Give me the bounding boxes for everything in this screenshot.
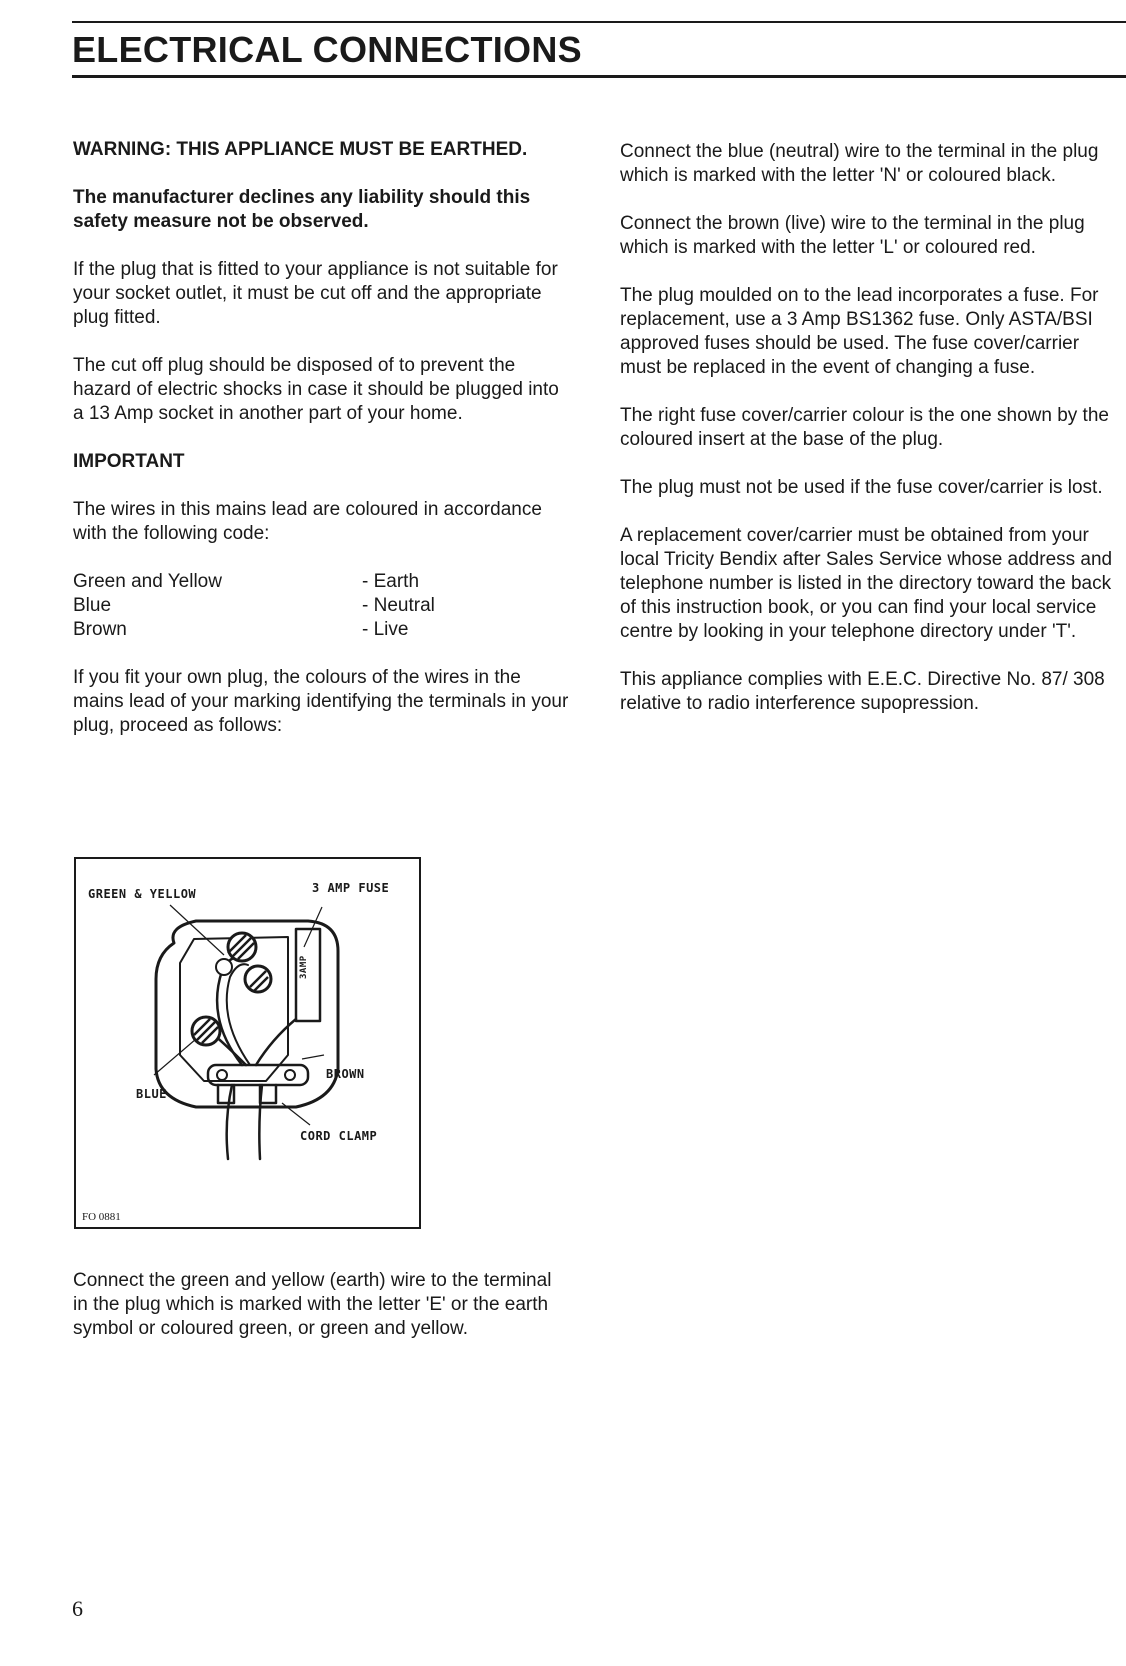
plug-wiring-diagram bbox=[74, 857, 421, 1229]
cut-off-plug-text: The cut off plug should be disposed of to prevent the hazard of electric shocks in case it should be plugged into a 13 Amp socket in another part of your home. bbox=[73, 355, 559, 424]
label-brown: BROWN bbox=[326, 1067, 365, 1081]
label-fuse-body: 3AMP bbox=[299, 955, 309, 979]
replacement-text: A replacement cover/carrier must be obtained from your local Tricity Bendix after Sales Service whose address and telephone number is listed in the directory toward the back of this instruction book, or you can find your local service centre by looking in your telephone directory under 'T'. bbox=[620, 525, 1113, 642]
pin-hole bbox=[216, 959, 232, 975]
wire-colour: Brown bbox=[73, 619, 127, 640]
header-rule-bottom bbox=[72, 75, 1126, 78]
wire-code-row bbox=[73, 594, 573, 618]
liability-text: The manufacturer declines any liability should this safety measure not be observed. bbox=[73, 187, 531, 232]
live-instruction-text: Connect the brown (live) wire to the terminal in the plug which is marked with the letter 'L' or coloured red. bbox=[620, 213, 1085, 258]
left-column bbox=[73, 138, 573, 762]
page-number: 6 bbox=[72, 1596, 83, 1621]
warning-text: WARNING: THIS APPLIANCE MUST BE EARTHED. bbox=[73, 139, 528, 160]
wire-meaning: - Neutral bbox=[362, 595, 435, 616]
wire-code-row bbox=[73, 618, 573, 642]
figure-code: FO 0881 bbox=[82, 1211, 121, 1223]
fuse-lost-text: The plug must not be used if the fuse cover/carrier is lost. bbox=[620, 477, 1103, 498]
label-green-yellow: GREEN & YELLOW bbox=[88, 887, 197, 901]
leader-line bbox=[154, 1039, 196, 1075]
mains-cord bbox=[227, 1085, 232, 1159]
page-title: ELECTRICAL CONNECTIONS bbox=[72, 29, 582, 70]
right-column bbox=[620, 140, 1120, 740]
leader-line bbox=[302, 1055, 324, 1059]
wire-code-table bbox=[73, 570, 573, 642]
wire-colour: Green and Yellow bbox=[73, 571, 222, 592]
important-heading: IMPORTANT bbox=[73, 451, 185, 472]
compliance-text: This appliance complies with E.E.C. Directive No. 87/ 308 relative to radio interference supopression. bbox=[620, 669, 1105, 714]
wire-meaning: - Live bbox=[362, 619, 409, 640]
plug-drawing bbox=[76, 859, 419, 1227]
wire-colour: Blue bbox=[73, 595, 112, 616]
label-fuse: 3 AMP FUSE bbox=[312, 881, 390, 895]
label-blue: BLUE bbox=[136, 1087, 167, 1101]
label-cord-clamp: CORD CLAMP bbox=[300, 1129, 378, 1143]
header-rule-top bbox=[72, 21, 1126, 23]
wire-meaning: - Earth bbox=[362, 571, 420, 592]
plug-unsuitable-text: If the plug that is fitted to your appliance is not suitable for your socket outlet, it must be cut off and the appropriate plug fitted. bbox=[73, 259, 558, 328]
mains-cord bbox=[259, 1085, 262, 1159]
clamp-screw bbox=[217, 1070, 227, 1080]
live-wire bbox=[256, 1019, 296, 1065]
fuse-colour-text: The right fuse cover/carrier colour is the one shown by the coloured insert at the base of the plug. bbox=[620, 405, 1109, 450]
own-plug-text: If you fit your own plug, the colours of the wires in the mains lead of your marking identifying the terminals in your plug, proceed as follows: bbox=[73, 667, 569, 736]
wire-code-row bbox=[73, 570, 573, 594]
earth-instruction-text: Connect the green and yellow (earth) wire to the terminal in the plug which is marked with the letter 'E' or the earth symbol or coloured green, or green and yellow. bbox=[73, 1270, 552, 1339]
clamp-screw bbox=[285, 1070, 295, 1080]
neutral-instruction-text: Connect the blue (neutral) wire to the terminal in the plug which is marked with the letter 'N' or coloured black. bbox=[620, 141, 1099, 186]
wires-intro-text: The wires in this mains lead are coloured in accordance with the following code: bbox=[73, 499, 542, 544]
fuse-info-text: The plug moulded on to the lead incorporates a fuse. For replacement, use a 3 Amp BS1362 fuse. Only ASTA/BSI approved fuses should be used. The fuse cover/carrier must be replaced in the event of changing a fuse. bbox=[620, 285, 1099, 378]
